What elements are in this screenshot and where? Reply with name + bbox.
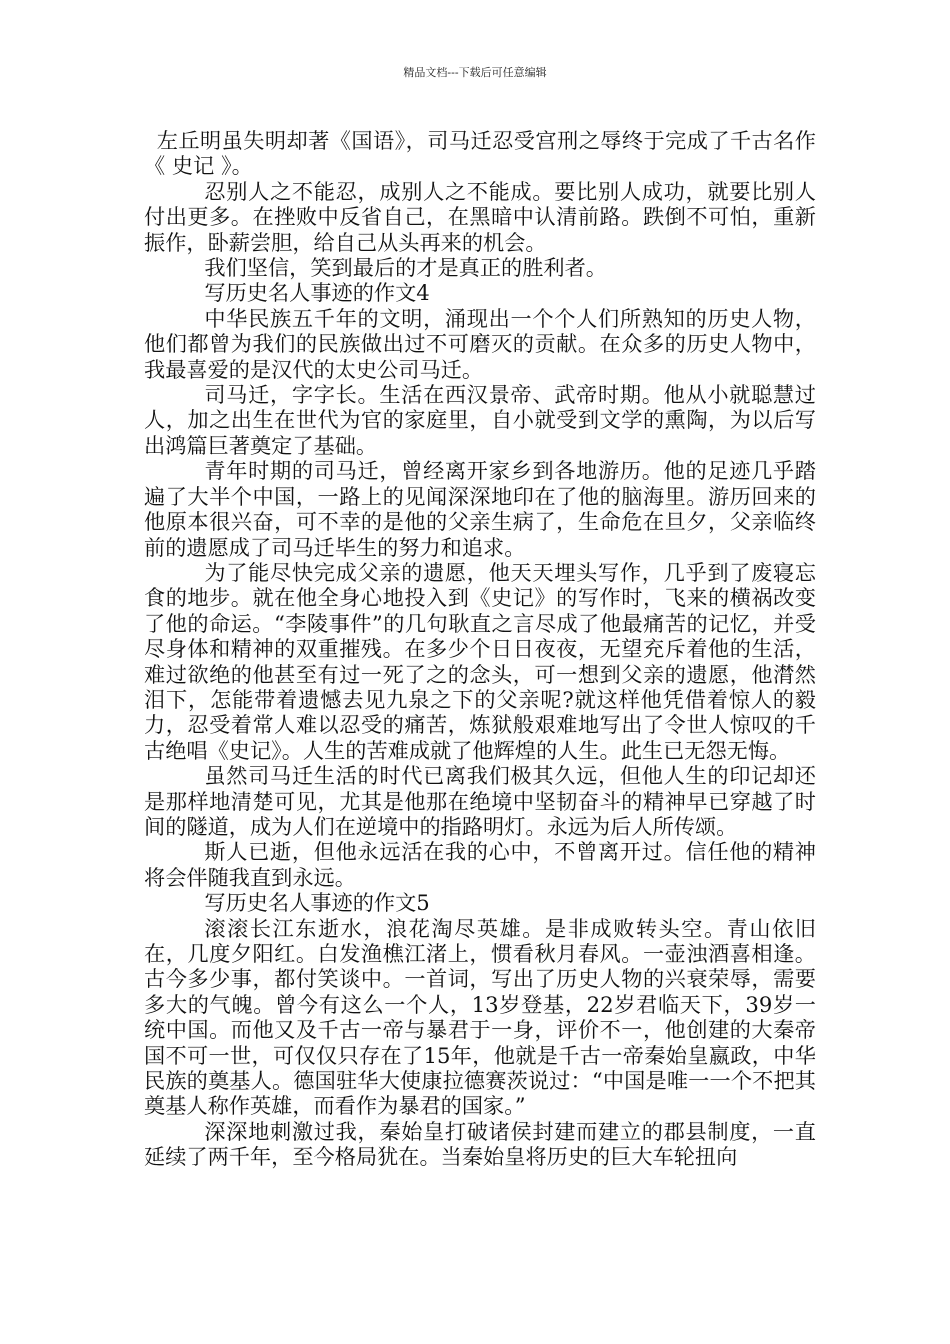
paragraph: 忍别人之不能忍，成别人之不能成。要比别人成功，就要比别人付出更多。在挫败中反省自己，在黑暗中认清前路。跌倒不可怕，重新振作，卧薪尝胆，给自己从头再来的机会。	[144, 178, 816, 255]
paragraph: 虽然司马迁生活的时代已离我们极其久远，但他人生的印记却还是那样地清楚可见，尤其是他那在绝境中坚韧奋斗的精神早已穿越了时间的隧道，成为人们在逆境中的指路明灯。永远为后人所传颂。	[144, 763, 816, 839]
paragraph: 为了能尽快完成父亲的遗愿，他天天埋头写作，几乎到了废寝忘食的地步。就在他全身心地投入到《史记》的写作时，飞来的横祸改变了他的命运。“李陵事件”的几句耿直之言尽成了他最痛苦的记忆，并受尽身体和精神的双重摧残。在多少个日日夜夜，无望充斥着他的生活，难过欲绝的他甚至有过一死了之的念头，可一想到父亲的遗愿，他潸然泪下，怎能带着遗憾去见九泉之下的父亲呢?就这样他凭借着惊人的毅力，忍受着常人难以忍受的痛苦，炼狱般艰难地写出了令世人惊叹的千古绝唱《史记》。人生的苦难成就了他辉煌的人生。此生已无怨无悔。	[144, 559, 816, 763]
paragraph: 左丘明虽失明却著《国语》，司马迁忍受宫刑之辱终于完成了千古名作《 史记 》。	[144, 128, 816, 179]
paragraph: 写历史名人事迹的作文4	[204, 280, 430, 306]
paragraph: 司马迁，字字长。生活在西汉景帝、武帝时期。他从小就聪慧过人，加之出生在世代为官的家庭里，自小就受到文学的熏陶，为以后写出鸿篇巨著奠定了基础。	[144, 382, 816, 458]
paragraph: 写历史名人事迹的作文5	[204, 890, 430, 916]
paragraph: 深深地刺激过我，秦始皇打破诸侯封建而建立的郡县制度，一直延续了两千年，至今格局犹在。当秦始皇将历史的巨大车轮扭向	[144, 1118, 816, 1170]
paragraph: 中华民族五千年的文明，涌现出一个个人们所熟知的历史人物，他们都曾为我们的民族做出过不可磨灭的贡献。在众多的历史人物中，我最喜爱的是汉代的太史公司马迁。	[144, 305, 816, 382]
paragraph: 斯人已逝，但他永远活在我的心中，不曾离开过。信任他的精神将会伴随我直到永远。	[144, 839, 816, 890]
paragraph: 我们坚信，笑到最后的才是真正的胜利者。	[204, 255, 607, 281]
paragraph: 滚滚长江东逝水，浪花淘尽英雄。是非成败转头空。青山依旧在，几度夕阳红。白发渔樵江渚上，惯看秋月春风。一壶浊酒喜相逢。古今多少事，都付笑谈中。一首词，写出了历史人物的兴衰荣辱，需要多大的气魄。曾今有这么一个人，13岁登基，22岁君临天下，39岁一统中国。而他又及千古一帝与暴君于一身，评价不一，他创建的大秦帝国不可一世，可仅仅只存在了15年，他就是千古一帝秦始皇嬴政，中华民族的奠基人。德国驻华大使康拉德赛茨说过：“中国是唯一一个不把其奠基人称作英雄，而看作为暴君的国家。”	[144, 915, 816, 1119]
document-body	[144, 128, 816, 1170]
page-header: 精品文档---下载后可任意编辑	[403, 66, 547, 79]
paragraph: 青年时期的司马迁，曾经离开家乡到各地游历。他的足迹几乎踏遍了大半个中国，一路上的见闻深深地印在了他的脑海里。游历回来的他原本很兴奋，可不幸的是他的父亲生病了，生命危在旦夕，父亲临终前的遗愿成了司马迁毕生的努力和追求。	[144, 458, 816, 560]
